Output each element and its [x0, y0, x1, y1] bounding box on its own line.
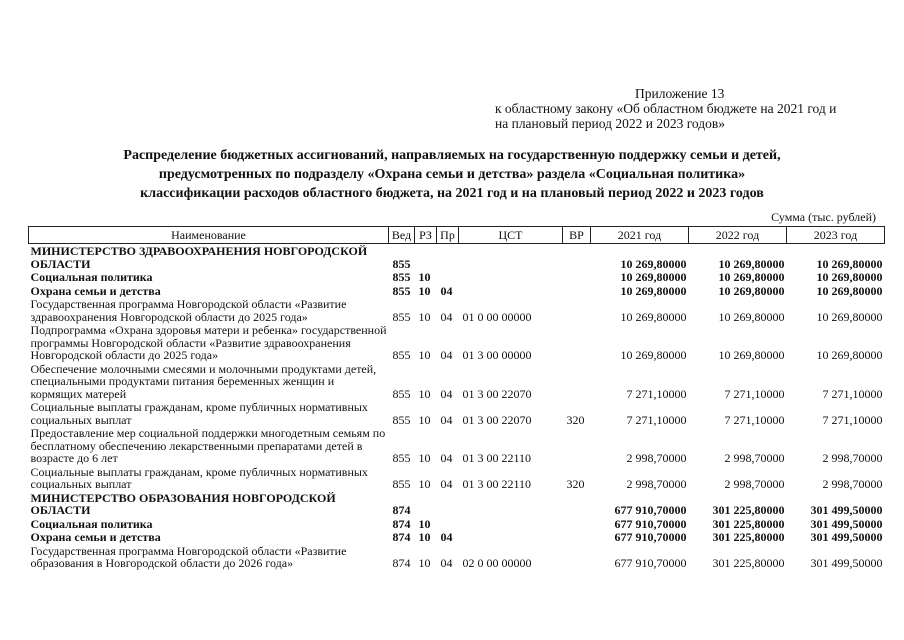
row-rz: 10	[418, 283, 431, 298]
row-pr	[437, 270, 459, 284]
row-name: Социальные выплаты гражданам, кроме публичных нормативных социальных выплат	[30, 400, 368, 427]
header-2023: 2023 год	[787, 227, 885, 244]
table-row	[29, 465, 885, 491]
row-ved: 855	[392, 270, 411, 284]
row-amount-2021: 677 910,70000	[614, 503, 687, 517]
row-amount-2021: 7 271,10000	[626, 412, 687, 427]
row-amount-2023: 2 998,70000	[822, 451, 883, 465]
row-pr: 04	[440, 412, 453, 427]
row-pr: 04	[440, 556, 453, 570]
row-pr: 04	[440, 386, 453, 401]
row-ved: 874	[392, 503, 411, 517]
row-amount-2022: 2 998,70000	[724, 477, 785, 491]
row-pr: 04	[440, 348, 453, 362]
table-row	[29, 244, 885, 271]
row-amount-2022: 7 271,10000	[724, 386, 785, 401]
row-rz: 10	[418, 477, 431, 491]
row-pr: 04	[440, 283, 453, 298]
row-rz: 10	[418, 451, 431, 465]
row-cst	[459, 517, 563, 531]
row-name: Охрана семьи и детства	[30, 530, 161, 544]
row-ved: 855	[392, 412, 411, 427]
row-rz: 10	[418, 530, 431, 544]
row-amount-2022: 301 225,80000	[712, 556, 785, 570]
header-name: Наименование	[29, 227, 389, 244]
row-amount-2022: 301 225,80000	[712, 503, 785, 517]
table-row	[29, 530, 885, 544]
row-rz: 10	[418, 348, 431, 362]
row-cst: 02 0 00 00000	[462, 556, 532, 570]
header-vr: ВР	[563, 227, 591, 244]
row-name: Подпрограмма «Охрана здоровья матери и ребенка» государственной программы Новгородской области «Развитие здравоохранения Новгородской области до 2025 года»	[30, 323, 387, 362]
row-ved: 855	[392, 256, 411, 271]
table-row	[29, 284, 885, 298]
row-name: МИНИСТЕРСТВО ЗДРАВООХРАНЕНИЯ НОВГОРОДСКОЙ ОБЛАСТИ	[30, 244, 368, 271]
row-amount-2023: 10 269,80000	[816, 256, 883, 271]
row-amount-2022: 10 269,80000	[718, 270, 785, 284]
row-amount-2022: 301 225,80000	[712, 530, 785, 544]
row-pr	[437, 517, 459, 531]
row-name: Предоставление мер социальной поддержки многодетным семьям по бесплатному обеспечению лекарственными препаратами детей в возрасте до 6 лет	[30, 426, 386, 465]
header-2022: 2022 год	[689, 227, 787, 244]
row-amount-2021: 10 269,80000	[620, 270, 687, 284]
row-amount-2021: 10 269,80000	[620, 256, 687, 271]
row-amount-2023: 7 271,10000	[822, 386, 883, 401]
title-line-1: Распределение бюджетных ассигнований, направляемых на государственную поддержку семьи и детей,	[123, 148, 781, 163]
row-cst	[459, 491, 563, 517]
units-label: Сумма (тыс. рублей)	[771, 210, 876, 224]
row-vr	[563, 297, 591, 323]
row-rz: 10	[418, 309, 431, 324]
row-pr: 04	[440, 451, 453, 465]
row-amount-2023: 10 269,80000	[816, 348, 883, 362]
row-amount-2022: 301 225,80000	[712, 516, 785, 531]
row-name: Социальные выплаты гражданам, кроме публичных нормативных социальных выплат	[30, 464, 368, 491]
row-rz: 10	[418, 516, 431, 531]
header-cst: ЦСТ	[459, 227, 563, 244]
row-amount-2023: 10 269,80000	[816, 309, 883, 324]
row-vr	[563, 244, 591, 271]
row-amount-2022: 10 269,80000	[718, 256, 785, 271]
row-pr: 04	[440, 309, 453, 324]
row-name: Обеспечение молочными смесями и молочными продуктами детей, специальными продуктами питания беременных женщин и кормящих матерей	[30, 361, 377, 401]
row-ved: 874	[392, 530, 411, 544]
row-vr	[563, 323, 591, 362]
title-line-3: классификации расходов областного бюджета, на 2021 год и на плановый период 2022 и 2023 годов	[140, 186, 764, 201]
table-row	[29, 544, 885, 570]
row-rz: 10	[418, 270, 431, 284]
header-ved: Вед	[389, 227, 415, 244]
row-cst	[459, 270, 563, 284]
row-vr	[563, 544, 591, 570]
row-name: Государственная программа Новгородской области «Развитие образования в Новгородской области до 2026 года»	[30, 543, 347, 570]
table-row	[29, 426, 885, 465]
row-rz: 10	[418, 386, 431, 401]
row-amount-2023: 10 269,80000	[816, 283, 883, 298]
table-row	[29, 517, 885, 531]
row-ved: 874	[392, 556, 411, 570]
row-amount-2023: 301 499,50000	[810, 516, 883, 531]
row-amount-2021: 2 998,70000	[626, 477, 687, 491]
appendix-law-reference: к областному закону «Об областном бюджете на 2021 год и	[495, 101, 837, 116]
row-cst: 01 3 00 22110	[462, 477, 532, 491]
table-row	[29, 270, 885, 284]
row-cst	[459, 284, 563, 298]
row-amount-2023: 301 499,50000	[810, 530, 883, 544]
table-row	[29, 400, 885, 426]
row-ved: 855	[392, 451, 411, 465]
row-amount-2022: 7 271,10000	[724, 412, 785, 427]
table-row	[29, 323, 885, 362]
row-vr: 320	[566, 412, 585, 427]
row-ved: 874	[392, 516, 411, 531]
row-rz: 10	[418, 556, 431, 570]
row-name: Государственная программа Новгородской области «Развитие здравоохранения Новгородской области до 2025 года»	[30, 297, 347, 324]
row-ved: 855	[392, 477, 411, 491]
appendix-law-period: на плановый период 2022 и 2023 годов»	[495, 116, 726, 131]
row-name: Охрана семьи и детства	[30, 283, 161, 298]
row-amount-2021: 677 910,70000	[614, 530, 687, 544]
row-vr	[563, 362, 591, 401]
row-vr	[563, 284, 591, 298]
row-ved: 855	[392, 309, 411, 324]
row-cst: 01 3 00 22070	[462, 386, 532, 401]
row-cst: 01 3 00 22110	[462, 451, 532, 465]
title-line-2: предусмотренных по подразделу «Охрана семьи и детства» раздела «Социальная политика»	[158, 167, 746, 182]
row-vr	[563, 491, 591, 517]
header-pr: Пр	[437, 227, 459, 244]
table-row	[29, 491, 885, 517]
header-2021: 2021 год	[591, 227, 689, 244]
row-cst: 01 3 00 00000	[462, 348, 532, 362]
row-pr: 04	[440, 477, 453, 491]
row-amount-2021: 10 269,80000	[620, 348, 687, 362]
row-ved: 855	[392, 386, 411, 401]
table-body	[29, 244, 885, 570]
row-amount-2023: 2 998,70000	[822, 477, 883, 491]
row-name: МИНИСТЕРСТВО ОБРАЗОВАНИЯ НОВГОРОДСКОЙ ОБЛАСТИ	[30, 490, 336, 517]
row-amount-2022: 2 998,70000	[724, 451, 785, 465]
row-amount-2021: 10 269,80000	[620, 283, 687, 298]
row-vr	[563, 530, 591, 544]
row-vr	[563, 517, 591, 531]
budget-table	[28, 226, 885, 570]
appendix-note	[495, 86, 895, 131]
row-amount-2021: 677 910,70000	[614, 516, 687, 531]
appendix-number: Приложение 13	[635, 86, 725, 101]
row-amount-2023: 301 499,50000	[810, 503, 883, 517]
row-cst	[459, 530, 563, 544]
row-cst: 01 3 00 22070	[462, 412, 532, 427]
row-vr	[563, 426, 591, 465]
row-pr	[437, 491, 459, 517]
row-rz	[415, 244, 437, 271]
row-name: Социальная политика	[30, 270, 153, 284]
row-amount-2023: 10 269,80000	[816, 270, 883, 284]
row-amount-2023: 301 499,50000	[810, 556, 883, 570]
row-rz: 10	[418, 412, 431, 427]
row-amount-2021: 2 998,70000	[626, 451, 687, 465]
row-pr: 04	[440, 530, 453, 544]
table-row	[29, 297, 885, 323]
row-amount-2023: 7 271,10000	[822, 412, 883, 427]
row-amount-2021: 677 910,70000	[614, 556, 687, 570]
row-name: Социальная политика	[30, 516, 153, 531]
row-pr	[437, 244, 459, 271]
row-cst: 01 0 00 00000	[462, 309, 532, 324]
row-rz	[415, 491, 437, 517]
table-header-row	[29, 227, 885, 244]
table-row	[29, 362, 885, 401]
row-vr: 320	[566, 477, 585, 491]
row-amount-2022: 10 269,80000	[718, 348, 785, 362]
row-vr	[563, 270, 591, 284]
document-title	[60, 146, 844, 203]
row-amount-2021: 10 269,80000	[620, 309, 687, 324]
row-amount-2022: 10 269,80000	[718, 283, 785, 298]
row-cst	[459, 244, 563, 271]
row-amount-2021: 7 271,10000	[626, 386, 687, 401]
header-rz: РЗ	[415, 227, 437, 244]
row-ved: 855	[392, 283, 411, 298]
row-amount-2022: 10 269,80000	[718, 309, 785, 324]
row-ved: 855	[392, 348, 411, 362]
